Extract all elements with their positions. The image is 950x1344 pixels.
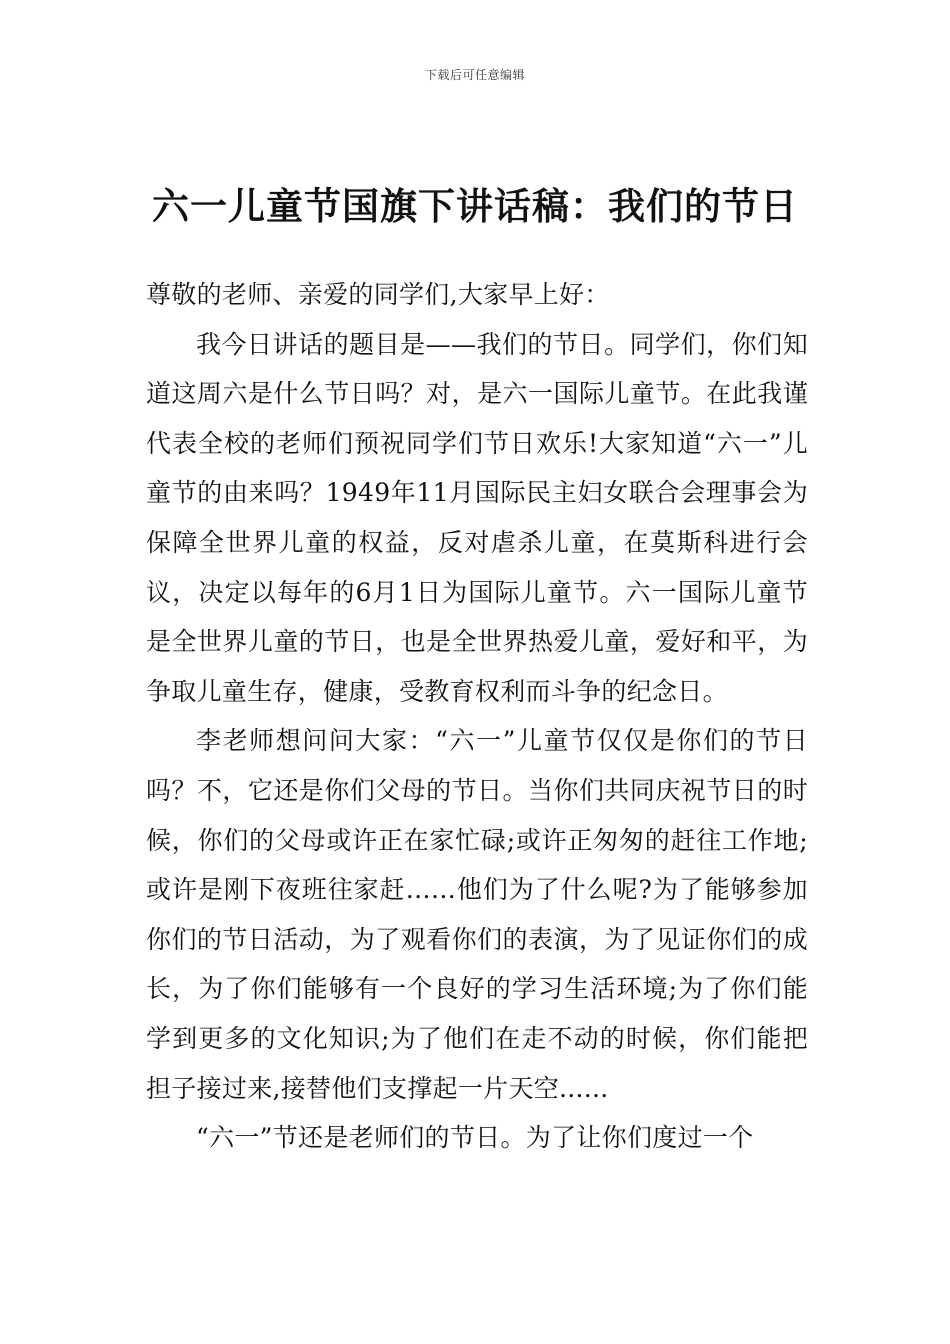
document-body (146, 270, 808, 1163)
paragraph-2: 李老师想问问大家：“六一”儿童节仅仅是你们的节日吗？不，它还是你们父母的节日。当你们共同庆祝节日的时候，你们的父母或许正在家忙碌;或许正匆匆的赶往工作地;或许是刚下夜班往家赶……他们为了什么呢?为了能够参加你们的节日活动，为了观看你们的表演，为了见证你们的成长，为了你们能够有一个良好的学习生活环境;为了你们能学到更多的文化知识;为了他们在走不动的时候，你们能把担子接过来,接替他们支撑起一片天空...... (146, 726, 808, 1103)
salutation: 尊敬的老师、亲爱的同学们,大家早上好： (146, 280, 610, 309)
document-title: 六一儿童节国旗下讲话稿：我们的节日 (152, 185, 798, 228)
paragraph-3: “六一”节还是老师们的节日。为了让你们度过一个 (196, 1123, 754, 1153)
page-header-note: 下载后可任意编辑 (424, 68, 525, 82)
paragraph-1: 我今日讲话的题目是——我们的节日。同学们，你们知道这周六是什么节日吗？对，是六一国际儿童节。在此我谨代表全校的老师们预祝同学们节日欢乐!大家知道“六一”儿童节的由来吗？1949年11月国际民主妇女联合会理事会为保障全世界儿童的权益，反对虐杀儿童，在莫斯科进行会议，决定以每年的6月1日为国际儿童节。六一国际儿童节是全世界儿童的节日，也是全世界热爱儿童，爱好和平，为争取儿童生存，健康，受教育权利而斗争的纪念日。 (146, 329, 808, 706)
